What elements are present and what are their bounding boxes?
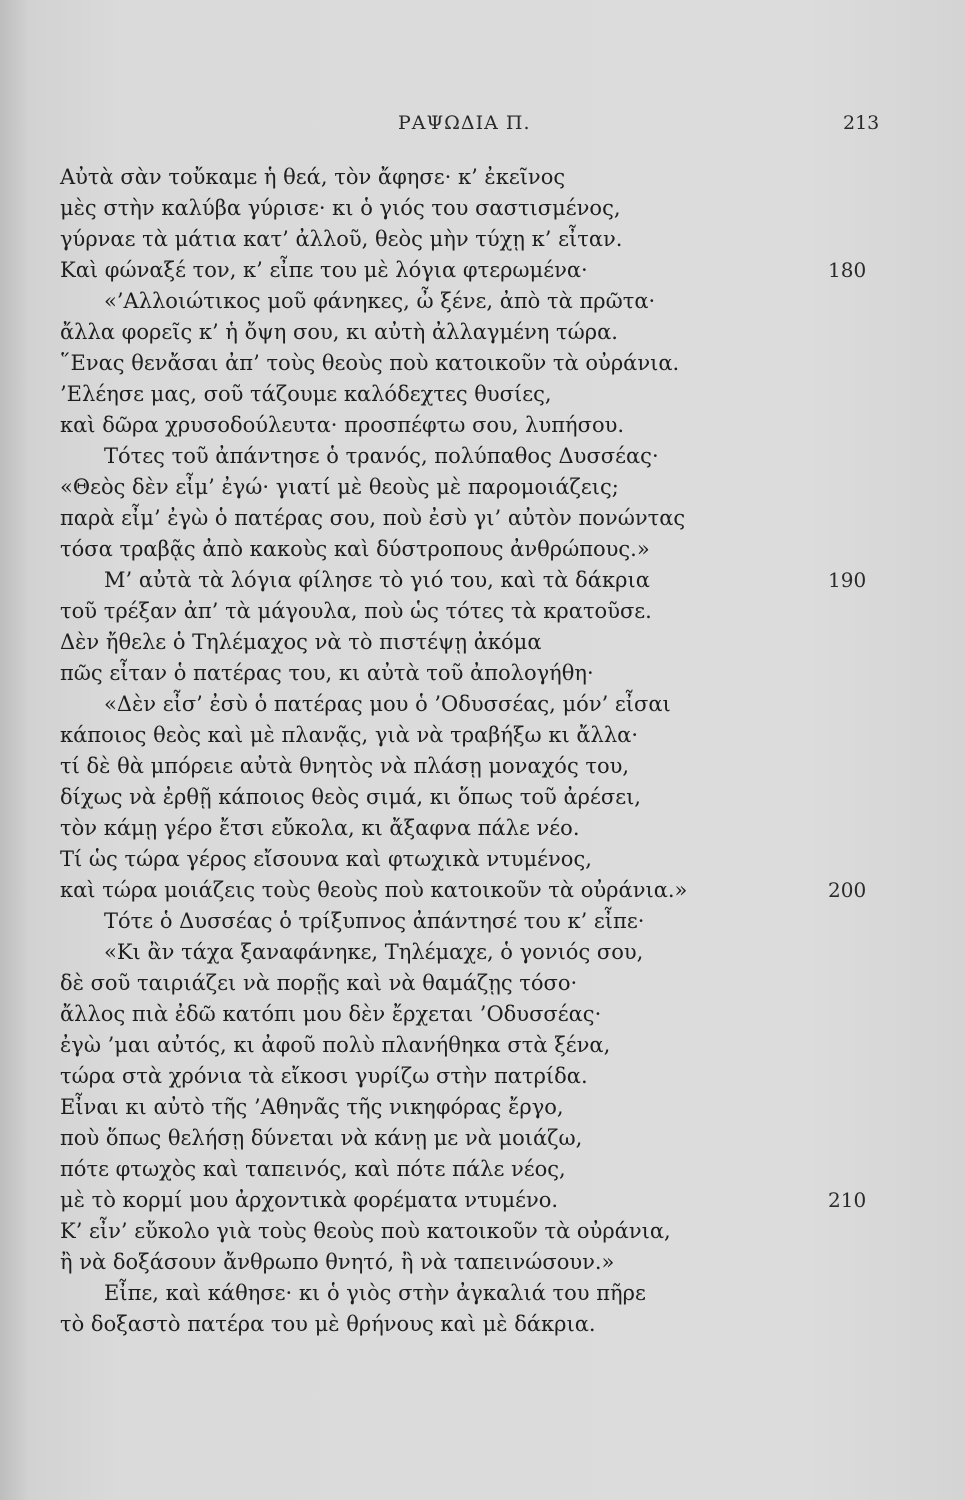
- line-number: 200: [828, 878, 867, 902]
- verse-line: [0, 658, 965, 689]
- verse-line: [0, 689, 965, 720]
- verse-line: [0, 255, 965, 286]
- verse-text: Εἶναι κι αὐτὸ τῆς ’Αθηνᾶς τῆς νικηφόρας ἔργο,: [60, 1095, 564, 1119]
- verse-line: [0, 782, 965, 813]
- verse-line: [0, 534, 965, 565]
- verse-text: τώρα στὰ χρόνια τὰ εἴκοσι γυρίζω στὴν πατρίδα.: [60, 1064, 588, 1088]
- page-number: 213: [843, 112, 880, 134]
- verse-line: [0, 968, 965, 999]
- verse-line: [0, 565, 965, 596]
- verse-text: παρὰ εἶμ’ ἐγὼ ὁ πατέρας σου, ποὺ ἐσὺ γι’ αὐτὸν πονώντας: [60, 506, 686, 530]
- verse-line: [0, 596, 965, 627]
- verse-text: ἢ νὰ δοξάσουν ἄνθρωπο θνητό, ἢ νὰ ταπεινώσουν.»: [60, 1250, 615, 1274]
- verse-text: Δὲν ἤθελε ὁ Τηλέμαχος νὰ τὸ πιστέψῃ ἀκόμα: [60, 630, 542, 654]
- verse-text: «Κι ἂν τάχα ξαναφάνηκε, Τηλέμαχε, ὁ γονιός σου,: [104, 940, 644, 964]
- verse-text: Τότε ὁ Δυσσέας ὁ τρίξυπνος ἀπάντησέ του κ’ εἶπε·: [104, 909, 645, 933]
- verse-line: [0, 379, 965, 410]
- verse-text: Μ’ αὐτὰ τὰ λόγια φίλησε τὸ γιό του, καὶ τὰ δάκρια: [104, 568, 650, 592]
- verse-line: [0, 1092, 965, 1123]
- verse-line: [0, 1309, 965, 1340]
- verse-text: τί δὲ θὰ μπόρειε αὐτὰ θνητὸς νὰ πλάσῃ μοναχός του,: [60, 754, 630, 778]
- verse-text: Αὐτὰ σὰν τοὔκαμε ἡ θεά, τὸν ἄφησε· κ’ ἐκεῖνος: [60, 165, 566, 189]
- verse-text: Τότες τοῦ ἀπάντησε ὁ τρανός, πολύπαθος Δυσσέας·: [104, 444, 659, 468]
- verse-text: τοῦ τρέξαν ἀπ’ τὰ μάγουλα, ποὺ ὡς τότες τὰ κρατοῦσε.: [60, 599, 652, 623]
- verse-line: [0, 410, 965, 441]
- verse-line: [0, 317, 965, 348]
- verse-text: δὲ σοῦ ταιριάζει νὰ πορῇς καὶ νὰ θαμάζῃς τόσο·: [60, 971, 578, 995]
- verse-line: [0, 751, 965, 782]
- poem-text: [0, 162, 965, 1340]
- verse-line: [0, 503, 965, 534]
- verse-line: [0, 224, 965, 255]
- verse-text: ἐγὼ ’μαι αὐτός, κι ἀφοῦ πολὺ πλανήθηκα στὰ ξένα,: [60, 1033, 611, 1057]
- verse-line: [0, 627, 965, 658]
- verse-text: ποὺ ὅπως θελήσῃ δύνεται νὰ κάνῃ με νὰ μοιάζω,: [60, 1126, 583, 1150]
- verse-line: [0, 1030, 965, 1061]
- verse-text: ῞Ενας θενἄσαι ἀπ’ τοὺς θεοὺς ποὺ κατοικοῦν τὰ οὐράνια.: [60, 351, 680, 375]
- verse-line: [0, 286, 965, 317]
- verse-line: [0, 720, 965, 751]
- verse-text: καὶ τώρα μοιάζεις τοὺς θεοὺς ποὺ κατοικοῦν τὰ οὐράνια.»: [60, 878, 688, 902]
- verse-line: [0, 844, 965, 875]
- verse-text: πότε φτωχὸς καὶ ταπεινός, καὶ πότε πάλε νέος,: [60, 1157, 566, 1181]
- verse-text: Τί ὡς τώρα γέρος εἴσουνα καὶ φτωχικὰ ντυμένος,: [60, 847, 592, 871]
- verse-text: «’Αλλοιώτικος μοῦ φάνηκες, ὦ ξένε, ἀπὸ τὰ πρῶτα·: [104, 289, 656, 313]
- verse-line: [0, 1061, 965, 1092]
- verse-text: «Δὲν εἶσ’ ἐσὺ ὁ πατέρας μου ὁ ’Οδυσσέας, μόν’ εἶσαι: [104, 692, 671, 716]
- verse-line: [0, 999, 965, 1030]
- verse-line: [0, 1123, 965, 1154]
- running-title: ΡΑΨΩΔΙΑ Π.: [398, 112, 531, 134]
- verse-text: ἄλλος πιὰ ἐδῶ κατόπι μου δὲν ἔρχεται ’Οδυσσέας·: [60, 1002, 602, 1026]
- verse-line: [0, 193, 965, 224]
- verse-line: [0, 813, 965, 844]
- verse-text: Κ’ εἶν’ εὔκολο γιὰ τοὺς θεοὺς ποὺ κατοικοῦν τὰ οὐράνια,: [60, 1219, 671, 1243]
- verse-line: [0, 1247, 965, 1278]
- verse-text: Καὶ φώναξέ τον, κ’ εἶπε του μὲ λόγια φτερωμένα·: [60, 258, 588, 282]
- verse-line: [0, 1185, 965, 1216]
- verse-text: μὲ τὸ κορμί μου ἀρχοντικὰ φορέματα ντυμένο.: [60, 1188, 559, 1212]
- verse-text: πῶς εἶταν ὁ πατέρας του, κι αὐτὰ τοῦ ἀπολογήθη·: [60, 661, 594, 685]
- verse-line: [0, 441, 965, 472]
- line-number: 190: [828, 568, 867, 592]
- verse-line: [0, 162, 965, 193]
- verse-line: [0, 1216, 965, 1247]
- line-number: 210: [828, 1188, 867, 1212]
- page-header: [0, 112, 965, 142]
- verse-text: ἄλλα φορεῖς κ’ ἡ ὄψη σου, κι αὐτὴ ἀλλαγμένη τώρα.: [60, 320, 618, 344]
- verse-text: δίχως νὰ ἐρθῇ κάποιος θεὸς σιμά, κι ὅπως τοῦ ἀρέσει,: [60, 785, 641, 809]
- verse-text: μὲς στὴν καλύβα γύρισε· κι ὁ γιός του σαστισμένος,: [60, 196, 621, 220]
- verse-line: [0, 1278, 965, 1309]
- verse-line: [0, 472, 965, 503]
- verse-text: «Θεὸς δὲν εἶμ’ ἐγώ· γιατί μὲ θεοὺς μὲ παρομοιάζεις;: [60, 475, 619, 499]
- verse-line: [0, 906, 965, 937]
- verse-line: [0, 348, 965, 379]
- verse-text: καὶ δῶρα χρυσοδούλευτα· προσπέφτω σου, λυπήσου.: [60, 413, 625, 437]
- verse-text: γύρναε τὰ μάτια κατ’ ἀλλοῦ, θεὸς μὴν τύχῃ κ’ εἶταν.: [60, 227, 623, 251]
- verse-line: [0, 875, 965, 906]
- verse-text: κάποιος θεὸς καὶ μὲ πλανᾷς, γιὰ νὰ τραβήξω κι ἄλλα·: [60, 723, 639, 747]
- verse-line: [0, 1154, 965, 1185]
- verse-text: ’Ελέησε μας, σοῦ τάζουμε καλόδεχτες θυσίες,: [60, 382, 552, 406]
- line-number: 180: [828, 258, 867, 282]
- verse-text: τόσα τραβᾷς ἀπὸ κακοὺς καὶ δύστροπους ἀνθρώπους.»: [60, 537, 650, 561]
- verse-text: Εἶπε, καὶ κάθησε· κι ὁ γιὸς στὴν ἀγκαλιά του πῆρε: [104, 1281, 646, 1305]
- verse-line: [0, 937, 965, 968]
- verse-text: τὸ δοξαστὸ πατέρα του μὲ θρήνους καὶ μὲ δάκρια.: [60, 1312, 596, 1336]
- verse-text: τὸν κάμῃ γέρο ἔτσι εὔκολα, κι ἄξαφνα πάλε νέο.: [60, 816, 580, 840]
